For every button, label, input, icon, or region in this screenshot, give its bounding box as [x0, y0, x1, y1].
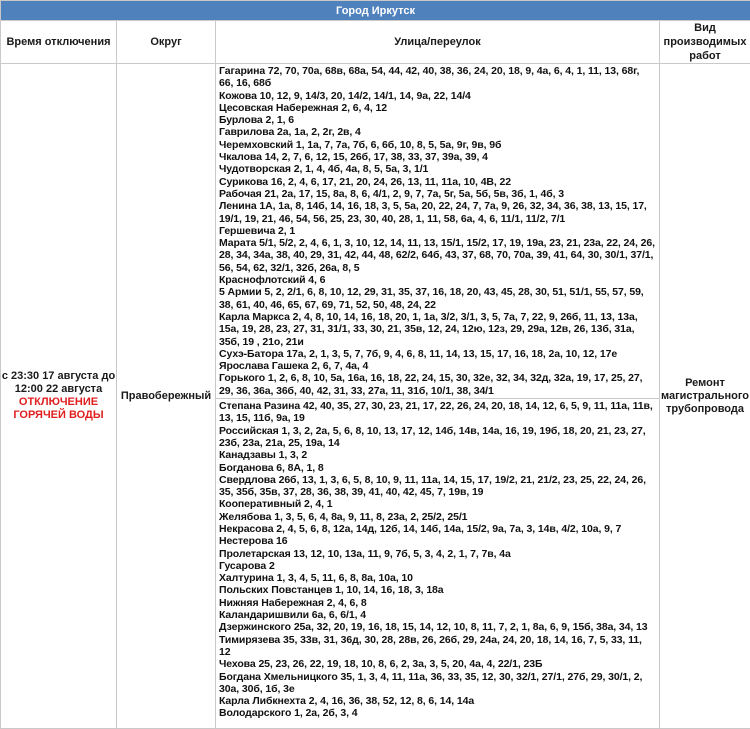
street-entry: Цесовская Набережная 2, 6, 4, 12 — [219, 102, 656, 114]
street-entry: Желябова 1, 3, 5, 6, 4, 8а, 9, 11, 8, 23а, 2, 25/2, 25/1 — [219, 511, 656, 523]
street-entry: Пролетарская 13, 12, 10, 13а, 11, 9, 7б, 5, 3, 4, 2, 1, 7, 7в, 4а — [219, 548, 656, 560]
street-entry: Польских Повстанцев 1, 10, 14, 16, 18, 3, 18а — [219, 584, 656, 596]
street-entry: Богданова 6, 8А, 1, 8 — [219, 462, 656, 474]
street-entry: Российская 1, 3, 2, 2а, 5, 6, 8, 10, 13, 17, 12, 14б, 14в, 14а, 16, 19, 19б, 18, 20, 21, 23, 27, 23б, 23а, 21а, 25, 19а, 14 — [219, 425, 656, 450]
time-line-2: 12:00 22 августа — [1, 383, 116, 396]
street-entry: Кожова 10, 12, 9, 14/3, 20, 14/2, 14/1, 14, 9а, 22, 14/4 — [219, 90, 656, 102]
time-cell — [1, 64, 117, 729]
street-entry: Каландаришвили 6а, 6, 6/1, 4 — [219, 609, 656, 621]
street-entry: Свердлова 26б, 13, 1, 3, 6, 5, 8, 10, 9, 11, 11а, 14, 15, 17, 19/2, 21, 21/2, 23, 25, 22, 24, 26, 35, 35б, 35в, 37, 28, 36, 38, 39, 41, 40, 42, 45, 7, 19в, 19 — [219, 474, 656, 499]
outage-row — [1, 64, 750, 399]
street-entry: Чехова 25, 23, 26, 22, 19, 18, 10, 8, 6, 2, 3а, 3, 5, 20, 4а, 4, 22/1, 23Б — [219, 658, 656, 670]
street-entry: Чкалова 14, 2, 7, 6, 12, 15, 26б, 17, 38, 33, 37, 39а, 39, 4 — [219, 151, 656, 163]
street-entry: Гагарина 72, 70, 70а, 68в, 68а, 54, 44, 42, 40, 38, 36, 24, 20, 18, 9, 4а, 6, 4, 1, 11, 13, 68г, 66, 16, 68б — [219, 65, 656, 90]
street-entry: Гершевича 2, 1 — [219, 225, 656, 237]
street-entry: Дзержинского 25а, 32, 20, 19, 16, 18, 15, 14, 12, 10, 8, 11, 7, 2, 1, 8а, 6, 9, 15б, 38а, 34, 13 — [219, 621, 656, 633]
street-entry: 5 Армии 5, 2, 2/1, 6, 8, 10, 12, 29, 31, 35, 37, 16, 18, 20, 43, 45, 28, 30, 51, 51/1, 55, 57, 59, 38, 61, 40, 46, 65, 67, 69, 71, 52, 50, 48, 24, 22 — [219, 286, 656, 311]
street-entry: Горького 1, 2, 6, 8, 10, 5а, 16а, 16, 18, 22, 24, 15, 30, 32е, 32, 34, 32д, 32а, 19, 17, 25, 27, 29, 36, 36а, 36б, 40, 42, 31, 33, 27а, 11, 31б, 10/1, 38, 34/1 — [219, 372, 656, 397]
street-entry: Богдана Хмельницкого 35, 1, 3, 4, 11, 11а, 36, 33, 35, 12, 30, 32/1, 27/1, 27б, 29, 30/1, 2, 30а, 30б, 1б, 3е — [219, 671, 656, 696]
street-entry: Некрасова 2, 4, 5, 6, 8, 12а, 14д, 12б, 14, 14б, 14а, 15/2, 9а, 7а, 3, 14в, 4/2, 10а, 9, 7 — [219, 523, 656, 535]
street-entry: Халтурина 1, 3, 4, 5, 11, 6, 8, 8а, 10а, 10 — [219, 572, 656, 584]
city-title: Город Иркутск — [1, 1, 750, 21]
header-streets: Улица/переулок — [216, 21, 660, 64]
district-cell: Правобережный — [117, 64, 216, 729]
street-entry: Сурикова 16, 2, 4, 6, 17, 21, 20, 24, 26, 13, 11, 11а, 10, 4В, 22 — [219, 176, 656, 188]
street-entry: Бурлова 2, 1, 6 — [219, 114, 656, 126]
street-entry: Ярослава Гашека 2, 6, 7, 4а, 4 — [219, 360, 656, 372]
streets-cell-1 — [216, 64, 660, 399]
street-entry: Кооперативный 2, 4, 1 — [219, 498, 656, 510]
street-entry: Тимирязева 35, 33в, 31, 36д, 30, 28, 28в, 26, 26б, 29, 24а, 24, 20, 18, 14, 16, 7, 5, 33, 11, 12 — [219, 634, 656, 659]
street-entry: Ленина 1А, 1а, 8, 14б, 14, 16, 18, 3, 5, 5а, 20, 22, 24, 7, 7а, 9, 26, 32, 34, 36, 38, 13, 15, 17, 19/1, 19, 21, 46, 54, 56, 25, 23, 30, 40, 28, 1, 11, 58, 6а, 4, 6, 11/1, 11/2, 7/1 — [219, 200, 656, 225]
header-row — [1, 21, 750, 64]
streets-cell-2 — [216, 399, 660, 729]
street-entry: Карла Маркса 2, 4, 8, 10, 14, 16, 18, 20, 1, 1а, 3/2, 3/1, 3, 5, 7а, 7, 22, 9, 26б, 11, 13, 13а, 15а, 19, 28, 23, 27, 31, 31/1, 33, 30, 21, 35в, 12, 24, 12ю, 12з, 29, 29а, 12в, 26, 13б, 31а, 35б, 19 , 21о, 21и — [219, 311, 656, 348]
street-entry: Нижняя Набережная 2, 4, 6, 8 — [219, 597, 656, 609]
street-entry: Марата 5/1, 5/2, 2, 4, 6, 1, 3, 10, 12, 14, 11, 13, 15/1, 15/2, 17, 19, 19а, 23, 21, 23а, 22, 24, 26, 28, 34, 34а, 38, 40, 29, 31, 42, 44, 48, 62/2, 64б, 43, 37, 68, 70, 70а, 39, 41, 64, 30, 30/1, 37/1, 56, 54, 62, 32/1, 32б, 26а, 8, 5 — [219, 237, 656, 274]
time-line-1: с 23:30 17 августа до — [1, 370, 116, 383]
street-entry: Канадзавы 1, 3, 2 — [219, 449, 656, 461]
header-time: Время отключения — [1, 21, 117, 64]
street-entry: Черемховский 1, 1а, 7, 7а, 7б, 6, 6б, 10, 8, 5, 5а, 9г, 9в, 9б — [219, 139, 656, 151]
hot-water-alert: ОТКЛЮЧЕНИЕ ГОРЯЧЕЙ ВОДЫ — [1, 396, 116, 422]
header-work-type: Вид производимых работ — [660, 21, 750, 64]
street-entry: Гусарова 2 — [219, 560, 656, 572]
street-entry: Володарского 1, 2а, 2б, 3, 4 — [219, 707, 656, 719]
header-district: Округ — [117, 21, 216, 64]
street-entry: Сухэ-Батора 17а, 2, 1, 3, 5, 7, 7б, 9, 4, 6, 8, 11, 14, 13, 15, 17, 16, 18, 2а, 10, 12, 17е — [219, 348, 656, 360]
title-row — [1, 1, 750, 21]
street-entry: Краснофлотский 4, 6 — [219, 274, 656, 286]
street-entry: Гаврилова 2а, 1а, 2, 2г, 2в, 4 — [219, 126, 656, 138]
street-entry: Рабочая 21, 2а, 17, 15, 8а, 8, 6, 4/1, 2, 9, 7, 7а, 5г, 5а, 5б, 5в, 3б, 1, 4б, 3 — [219, 188, 656, 200]
work-type-cell: Ремонт магистрального трубопровода — [660, 64, 750, 729]
street-entry: Нестерова 16 — [219, 535, 656, 547]
street-entry: Степана Разина 42, 40, 35, 27, 30, 23, 21, 17, 22, 26, 24, 20, 18, 14, 12, 6, 5, 9, 11, 11а, 11в, 13, 15, 11б, 9а, 19 — [219, 400, 656, 425]
street-entry: Чудотворская 2, 1, 4, 4б, 4а, 8, 5, 5а, 3, 1/1 — [219, 163, 656, 175]
street-entry: Карла Либкнехта 2, 4, 16, 36, 38, 52, 12, 8, 6, 14, 14а — [219, 695, 656, 707]
